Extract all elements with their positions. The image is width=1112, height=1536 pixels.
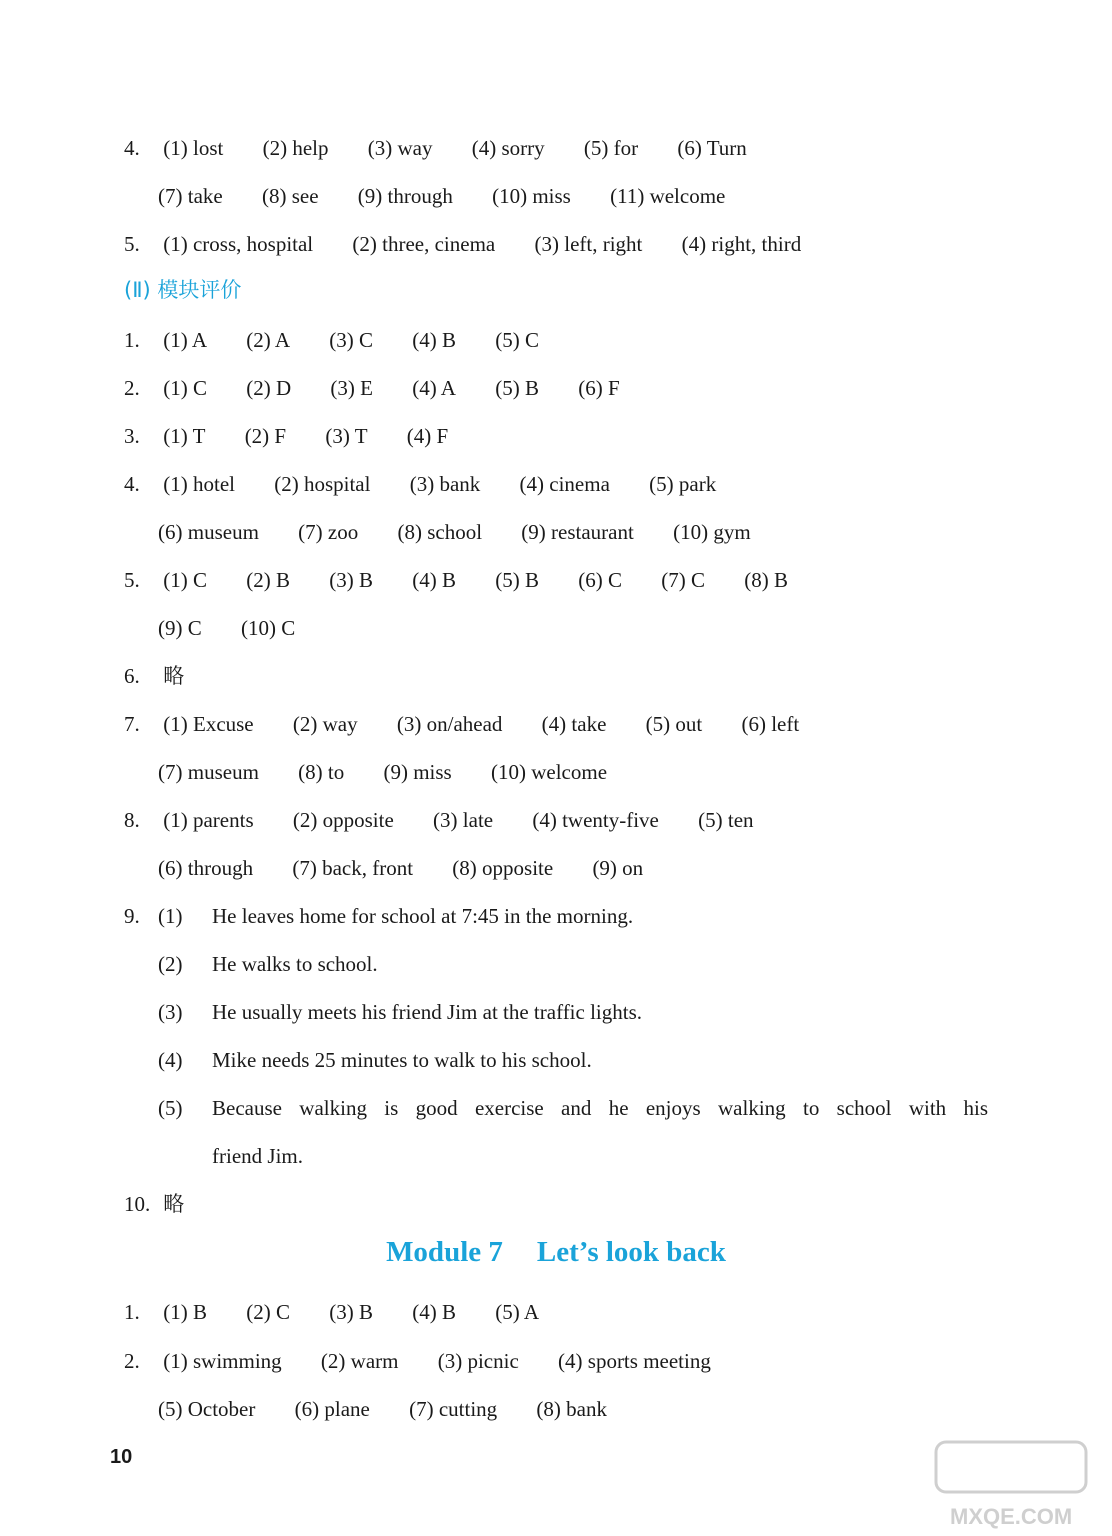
- answer-item: (9) miss: [383, 760, 452, 784]
- answer-item: (6) F: [578, 376, 620, 400]
- answer-index: (4): [158, 1048, 183, 1072]
- answer-item: (8) bank: [536, 1397, 607, 1421]
- question-number: 4.: [124, 136, 140, 160]
- answer-text: Mike needs 25 minutes to walk to his school.: [212, 1048, 592, 1072]
- eval-line-5-cont: [158, 608, 329, 648]
- answer-item: (5) A: [495, 1300, 539, 1324]
- eval-line-6: [124, 656, 218, 696]
- module-number: Module 7: [386, 1236, 503, 1268]
- answer-item: (2) help: [262, 136, 329, 160]
- answer-item: (6) C: [578, 568, 622, 592]
- answer-item: (3) bank: [409, 472, 481, 496]
- eval-line-2: [124, 368, 654, 408]
- answer-item: (2) way: [292, 712, 358, 736]
- q10-line: [124, 1184, 218, 1224]
- module-line-2-cont: [158, 1389, 641, 1429]
- answer-item: (10) miss: [492, 184, 571, 208]
- answer-item: (5) October: [158, 1397, 256, 1421]
- eval-line-8: [124, 800, 788, 840]
- eval-line-8-cont: [158, 848, 677, 888]
- answer-item: (9) C: [158, 616, 202, 640]
- answer-item: (4) cinema: [519, 472, 610, 496]
- answer-line-4: [124, 128, 781, 168]
- answer-item: (8) school: [397, 520, 483, 544]
- answer-index: (5): [158, 1096, 183, 1120]
- answer-text: Because walking is good exercise and he enjoys walking to school with his: [212, 1096, 988, 1120]
- answer-item: (9) on: [592, 856, 644, 880]
- answer-item: (2) opposite: [292, 808, 394, 832]
- question-number: 1.: [124, 1300, 140, 1324]
- answer-item: (9) through: [357, 184, 453, 208]
- question-number: 7.: [124, 712, 140, 736]
- answer-item: (5) ten: [698, 808, 754, 832]
- eval-line-4-cont: [158, 512, 785, 552]
- answer-index: (2): [158, 952, 183, 976]
- answer-item: (8) opposite: [452, 856, 554, 880]
- eval-line-5: [124, 560, 822, 600]
- section-heading: (Ⅱ) 模块评价: [124, 278, 242, 302]
- answer-text-continued: friend Jim.: [212, 1144, 303, 1168]
- answer-item: (4) take: [541, 712, 607, 736]
- answer-item: (9) restaurant: [521, 520, 634, 544]
- answer-item: (4) twenty-five: [532, 808, 659, 832]
- answer-item: (3) B: [329, 568, 373, 592]
- answer-item: (4) A: [412, 376, 456, 400]
- answer-item: (1) parents: [163, 808, 254, 832]
- answer-item: (2) hospital: [274, 472, 371, 496]
- answer-item: (10) C: [241, 616, 296, 640]
- eval-line-3: [124, 416, 482, 456]
- answer-item: (1) C: [163, 376, 207, 400]
- answer-item: (5) C: [495, 328, 539, 352]
- answer-item: (2) C: [246, 1300, 290, 1324]
- answer-item: (2) A: [246, 328, 290, 352]
- answer-item: (7) museum: [158, 760, 259, 784]
- q9-answer-3: [158, 988, 988, 1036]
- answer-item: (1) cross, hospital: [163, 232, 314, 256]
- answer-item: (1) A: [163, 328, 207, 352]
- answer-item: (8) B: [744, 568, 788, 592]
- answer-item: (8) see: [261, 184, 319, 208]
- answer-item: (4) B: [412, 328, 456, 352]
- answer-item: (1) Excuse: [163, 712, 254, 736]
- answer-item: (1) hotel: [163, 472, 235, 496]
- answer-item: (4) right, third: [681, 232, 802, 256]
- answer-item: (3) left, right: [534, 232, 643, 256]
- watermark-logo: [930, 1436, 1100, 1531]
- answer-item: (3) T: [325, 424, 368, 448]
- answer-item: (7) C: [661, 568, 705, 592]
- question-number: 5.: [124, 232, 140, 256]
- answer-item: (3) E: [330, 376, 373, 400]
- answer-item: (2) D: [246, 376, 292, 400]
- q9-answer-5: [158, 1084, 988, 1180]
- question-number: 4.: [124, 472, 140, 496]
- answer-item: (3) picnic: [437, 1349, 519, 1373]
- answer-item: (8) to: [298, 760, 345, 784]
- answer-item: (6) museum: [158, 520, 259, 544]
- question-number: 3.: [124, 424, 140, 448]
- question-number: 2.: [124, 1349, 140, 1373]
- answer-item: (7) take: [158, 184, 223, 208]
- answer-item: (5) B: [495, 568, 539, 592]
- module-line-1: [124, 1292, 573, 1332]
- answer-item: (4) F: [406, 424, 449, 448]
- question-number: 2.: [124, 376, 140, 400]
- module-line-2: [124, 1341, 745, 1381]
- answer-item: (1) lost: [163, 136, 224, 160]
- q9-answer-2: [158, 940, 988, 988]
- q9-answer-4: [158, 1036, 988, 1084]
- answer-item: (3) B: [329, 1300, 373, 1324]
- answer-item: (5) park: [649, 472, 717, 496]
- page-number: 10: [110, 1446, 133, 1468]
- answer-item: (11) welcome: [610, 184, 726, 208]
- answer-item: (2) F: [244, 424, 287, 448]
- eval-line-4: [124, 464, 750, 504]
- answer-item: (6) left: [741, 712, 800, 736]
- answer-item: (3) late: [433, 808, 494, 832]
- module-title: [0, 1236, 1112, 1269]
- answer-item: (2) warm: [320, 1349, 399, 1373]
- answer-item: (3) C: [329, 328, 373, 352]
- answer-item: (6) through: [158, 856, 254, 880]
- answer-text: He leaves home for school at 7:45 in the morning.: [212, 904, 634, 928]
- answer-item: 略: [163, 664, 185, 688]
- question-number: 1.: [124, 328, 140, 352]
- answer-item: (3) on/ahead: [396, 712, 503, 736]
- answer-item: (1) T: [163, 424, 206, 448]
- answer-item: 略: [163, 1192, 185, 1216]
- answer-item: (5) for: [583, 136, 639, 160]
- answer-item: (7) cutting: [409, 1397, 498, 1421]
- answer-item: (2) B: [246, 568, 290, 592]
- answer-item: (1) swimming: [163, 1349, 282, 1373]
- answer-item: (3) way: [367, 136, 433, 160]
- answer-item: (7) zoo: [298, 520, 359, 544]
- question-number: 6.: [124, 664, 140, 688]
- answer-item: (1) C: [163, 568, 207, 592]
- answer-item: (10) gym: [673, 520, 751, 544]
- answer-item: (4) sorry: [471, 136, 545, 160]
- answer-index: (3): [158, 1000, 183, 1024]
- answer-item: (6) plane: [294, 1397, 370, 1421]
- answer-text: He usually meets his friend Jim at the traffic lights.: [212, 1000, 643, 1024]
- question-number: 8.: [124, 808, 140, 832]
- answer-item: (4) B: [412, 1300, 456, 1324]
- watermark-text: MXQE.COM: [950, 1504, 1073, 1529]
- eval-line-1: [124, 320, 573, 360]
- answer-line-4-cont: [158, 176, 759, 216]
- answer-item: (10) welcome: [490, 760, 608, 784]
- module-name: Let’s look back: [536, 1236, 726, 1268]
- answer-item: (4) sports meeting: [558, 1349, 711, 1373]
- question-number: 10.: [124, 1192, 151, 1216]
- answer-item: (2) three, cinema: [352, 232, 496, 256]
- q9-number-line: [124, 896, 158, 936]
- answer-item: (7) back, front: [292, 856, 414, 880]
- eval-line-7: [124, 704, 833, 744]
- answer-item: (5) out: [645, 712, 703, 736]
- answer-text: He walks to school.: [212, 952, 378, 976]
- answer-item: (1) B: [163, 1300, 207, 1324]
- question-number: 9.: [124, 904, 140, 928]
- q9-answer-1: [158, 892, 988, 940]
- answer-item: (4) B: [412, 568, 456, 592]
- answer-item: (5) B: [495, 376, 539, 400]
- question-number: 5.: [124, 568, 140, 592]
- eval-line-7-cont: [158, 752, 641, 792]
- answer-item: (6) Turn: [677, 136, 747, 160]
- answer-index: (1): [158, 904, 183, 928]
- answer-line-5: [124, 224, 835, 264]
